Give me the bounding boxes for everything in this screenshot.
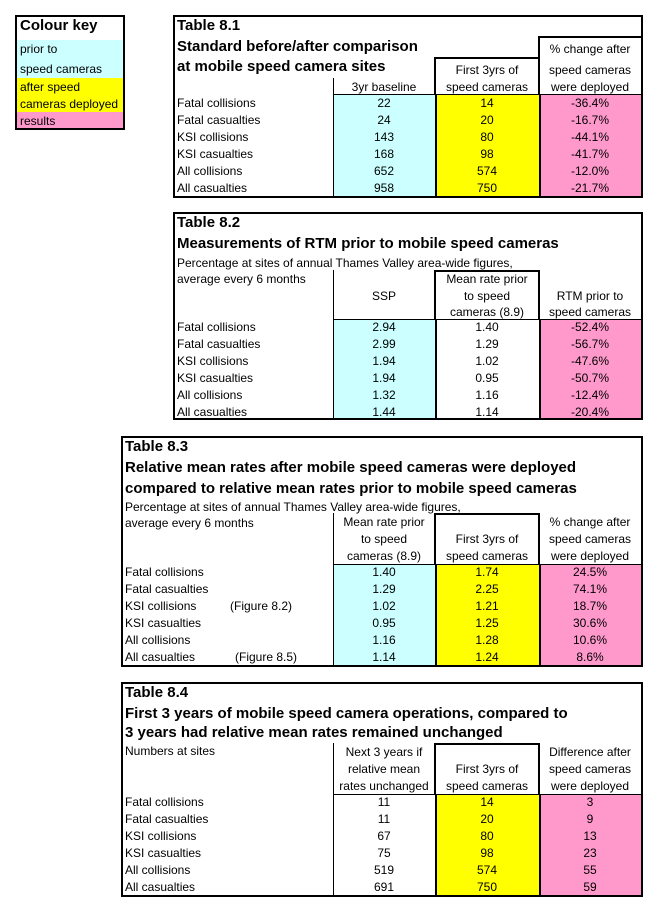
table-cell-value: 23 [583,846,597,860]
table-cell-value: 10.6% [572,633,608,647]
table-8-3-col-change-1: % change after [549,515,631,529]
table-cell-value: 1.28 [475,633,499,647]
table-cell-value: -36.4% [570,96,610,110]
table-row-label: Fatal collisions [125,565,204,579]
table-8-3-note-1: Percentage at sites of annual Thames Valley area-wide figures, [125,500,461,514]
table-cell-value: 0.95 [372,616,396,630]
table-8-4-col-next3-3: rates unchanged [339,779,429,793]
table-row-label: Fatal collisions [177,320,256,334]
table-cell-value: 9 [586,812,594,826]
table-8-3-title: Table 8.3 [125,438,189,455]
table-row-label: KSI collisions [177,130,249,144]
table-row-label: Fatal casualties [125,582,209,596]
table-cell-value: -50.7% [570,371,610,385]
table-8-2-title: Table 8.2 [177,214,241,231]
table-cell-value: 59 [583,880,597,894]
table-cell-value: 2.25 [475,582,499,596]
table-row-label: All casualties [125,880,196,894]
table-cell-value: 750 [476,880,498,894]
key-label-prior-1: prior to [20,42,58,56]
table-8-3-col-change-2: speed cameras [548,532,632,546]
table-cell-value: 1.29 [372,582,396,596]
table-8-1-col-first3-2: speed cameras [445,80,529,94]
table-8-4-col-diff-2: speed cameras [548,762,632,776]
table-cell-value: 750 [476,181,498,195]
table-row-label: All casualties [177,181,248,195]
table-8-2-subtitle: Measurements of RTM prior to mobile speed cameras [177,235,559,252]
table-cell-value: 20 [480,812,494,826]
table-cell-value: 8.6% [576,650,604,664]
table-cell-value: 20 [480,113,494,127]
table-8-1-col-change-1: % change after [549,42,631,56]
table-cell-value: 98 [480,846,494,860]
table-cell-value: 14 [480,96,494,110]
table-cell-value: 18.7% [572,599,608,613]
table-8-3-col-first3-1: First 3yrs of [455,532,519,546]
table-cell-value: -52.4% [570,320,610,334]
table-cell-value: 1.14 [372,650,396,664]
table-cell-value: 0.95 [475,371,499,385]
table-row-label: All collisions [125,863,191,877]
table-cell-value: 3 [586,795,594,809]
figure-reference: (Figure 8.2) [230,599,293,613]
table-cell-value: -44.1% [570,130,610,144]
table-8-1-subtitle-2: at mobile speed camera sites [177,58,386,75]
table-8-2-col-mean-3: cameras (8.9) [449,305,525,319]
table-row-label: KSI casualties [177,371,254,385]
table-cell-value: -21.7% [570,181,610,195]
table-cell-value: 1.44 [372,405,396,419]
table-cell-value: 691 [373,880,395,894]
table-8-4-col-diff-3: were deployed [550,779,630,793]
figure-reference: (Figure 8.5) [235,650,298,664]
table-8-2-col-mean-2: to speed [463,289,511,303]
table-8-4-subtitle-2: 3 years had relative mean rates remained unchanged [125,724,503,741]
table-cell-value: 574 [476,863,498,877]
table-cell-value: -47.6% [570,354,610,368]
table-cell-value: 11 [377,795,391,809]
table-8-4-col-diff-1: Difference after [549,745,631,759]
table-cell-value: -16.7% [570,113,610,127]
table-8-3-subtitle-2: compared to relative mean rates prior to mobile speed cameras [125,480,577,497]
table-cell-value: 1.02 [372,599,396,613]
table-8-4-subtitle-1: First 3 years of mobile speed camera operations, compared to [125,705,568,722]
table-row-label: KSI collisions [125,829,197,843]
table-row-label: Fatal casualties [125,812,209,826]
table-row-label: KSI casualties [125,616,202,630]
table-cell-value: 1.32 [372,388,396,402]
table-8-3-col-change-3: were deployed [550,549,630,563]
table-8-1-title: Table 8.1 [177,17,241,34]
table-cell-value: -56.7% [570,337,610,351]
table-cell-value: 574 [476,164,498,178]
key-label-prior-2: speed cameras [20,62,103,76]
table-row-label: All collisions [177,164,243,178]
table-row-label: Fatal collisions [177,96,256,110]
table-cell-value: 2.94 [372,320,396,334]
table-8-2-note-2: average every 6 months [177,272,306,286]
table-cell-value: 958 [373,181,395,195]
table-8-1-col-change-2: speed cameras [548,63,632,77]
table-row-label: Fatal casualties [177,337,261,351]
table-cell-value: 1.29 [475,337,499,351]
table-8-1-col-first3-1: First 3yrs of [455,63,519,77]
table-cell-value: 24.5% [572,565,608,579]
table-cell-value: 1.40 [372,565,396,579]
table-8-4-note-1: Numbers at sites [125,744,216,758]
table-8-2-col-mean-1: Mean rate prior [446,272,528,286]
table-row-label: KSI collisions [125,599,197,613]
table-row-label: All casualties [177,405,248,419]
table-8-4-col-next3-2: relative mean [347,762,421,776]
table-row-label: Fatal casualties [177,113,261,127]
table-8-1-col-baseline: 3yr baseline [351,80,417,94]
table-cell-value: -12.0% [570,164,610,178]
table-cell-value: 22 [377,96,391,110]
table-8-2-col-rtm-2: speed cameras [548,305,632,319]
table-cell-value: 1.21 [475,599,499,613]
table-cell-value: 55 [583,863,597,877]
table-cell-value: 1.16 [475,388,499,402]
table-cell-value: 14 [480,795,494,809]
table-cell-value: -20.4% [570,405,610,419]
table-row-label: All collisions [177,388,243,402]
key-label-results: results [20,114,56,128]
table-cell-value: 80 [480,130,494,144]
table-8-4-col-next3-1: Next 3 years if [345,745,423,759]
table-cell-value: 2.99 [372,337,396,351]
table-cell-value: 168 [373,147,395,161]
table-cell-value: 1.25 [475,616,499,630]
table-8-1-col-change-3: were deployed [550,80,630,94]
table-cell-value: 11 [377,812,391,826]
table-cell-value: 519 [373,863,395,877]
table-row-label: KSI casualties [125,846,202,860]
table-cell-value: 143 [373,130,395,144]
table-8-3-col-mean-1: Mean rate prior [343,515,425,529]
table-8-4-title: Table 8.4 [125,684,189,701]
key-label-after-1: after speed [20,80,81,94]
table-cell-value: 1.40 [475,320,499,334]
table-8-3-note-2: average every 6 months [125,516,254,530]
table-cell-value: 74.1% [572,582,608,596]
table-cell-value: 1.02 [475,354,499,368]
table-row-label: KSI casualties [177,147,254,161]
table-8-4-col-first3-2: speed cameras [445,779,529,793]
key-label-after-2: cameras deployed [20,97,119,111]
table-cell-value: 80 [480,829,494,843]
table-8-3-col-first3-2: speed cameras [445,549,529,563]
table-cell-value: 1.74 [475,565,499,579]
table-cell-value: 1.16 [372,633,396,647]
table-cell-value: 652 [373,164,395,178]
table-row-label: All casualties [125,650,196,664]
table-cell-value: 1.94 [372,354,396,368]
colour-key-title: Colour key [20,17,98,34]
table-cell-value: 1.14 [475,405,499,419]
table-8-2-col-ssp: SSP [371,289,396,303]
table-cell-value: 1.94 [372,371,396,385]
table-8-3-col-mean-2: to speed [360,532,408,546]
table-cell-value: 30.6% [572,616,608,630]
table-cell-value: 13 [583,829,597,843]
table-8-1-subtitle-1: Standard before/after comparison [177,38,418,55]
table-8-3-col-mean-3: cameras (8.9) [346,549,422,563]
table-row-label: Fatal collisions [125,795,204,809]
table-8-4-col-first3-1: First 3yrs of [455,762,519,776]
table-8-3-subtitle-1: Relative mean rates after mobile speed cameras were deployed [125,459,577,476]
table-8-2-note-1: Percentage at sites of annual Thames Valley area-wide figures, [177,256,513,270]
table-cell-value: -12.4% [570,388,610,402]
table-cell-value: 75 [377,846,391,860]
table-cell-value: -41.7% [570,147,610,161]
table-cell-value: 98 [480,147,494,161]
table-row-label: KSI collisions [177,354,249,368]
table-cell-value: 67 [377,829,391,843]
table-8-2-col-rtm-1: RTM prior to [556,289,624,303]
table-cell-value: 1.24 [475,650,499,664]
table-row-label: All collisions [125,633,191,647]
table-cell-value: 24 [377,113,391,127]
